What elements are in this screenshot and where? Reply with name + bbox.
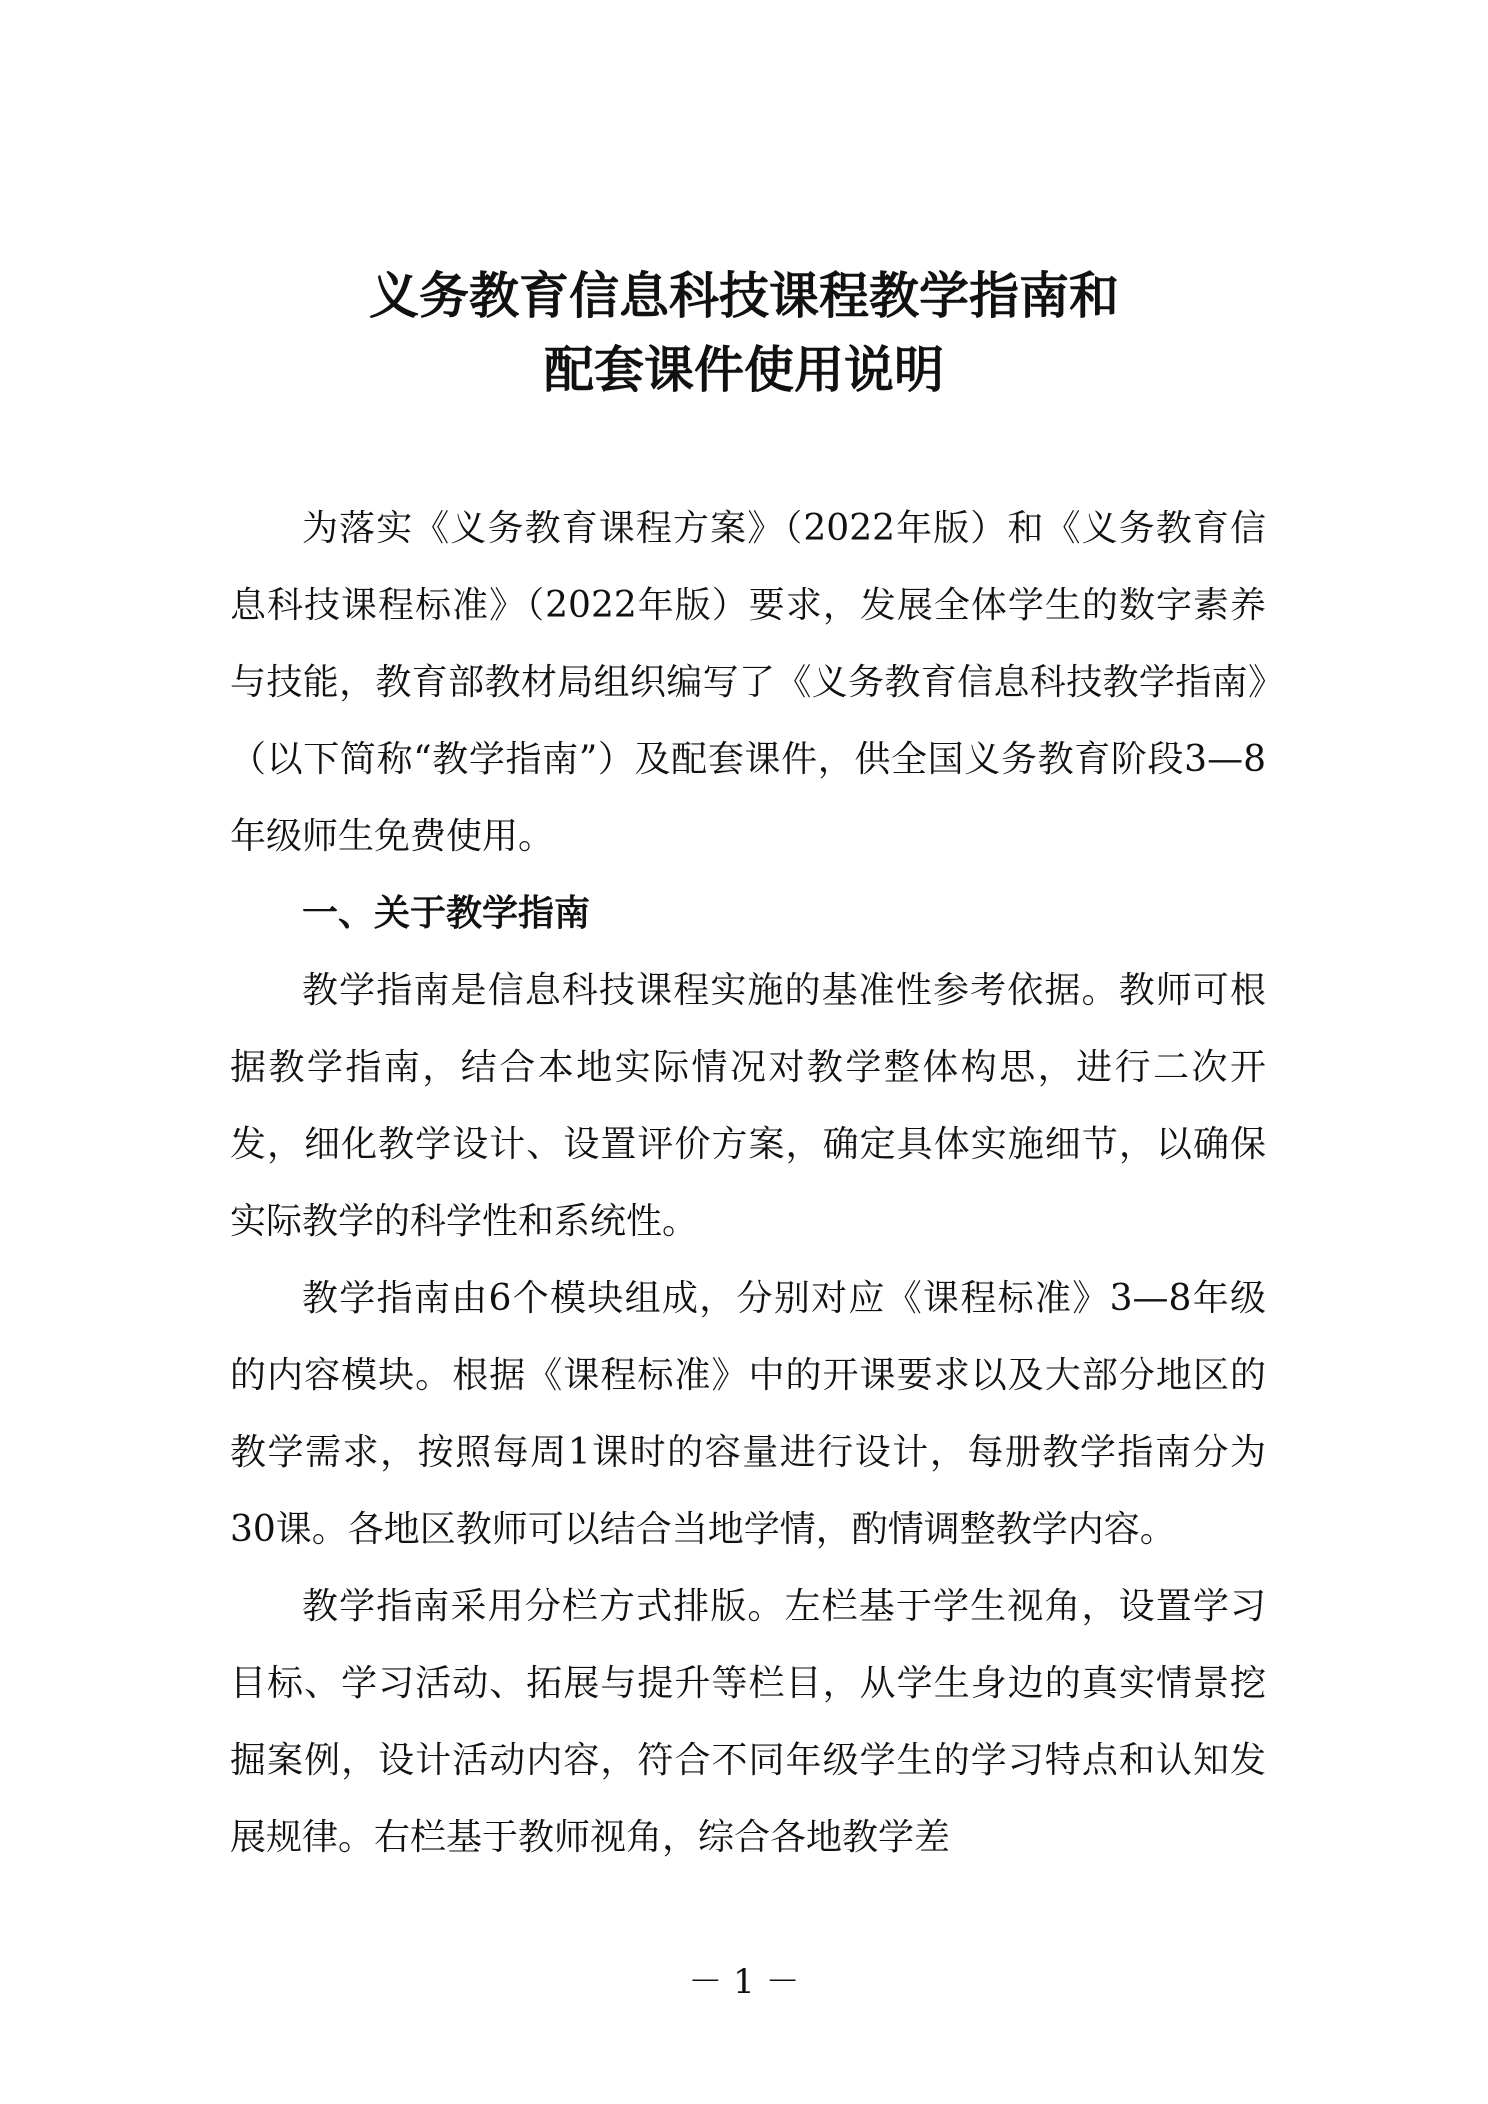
paragraph-guide-modules: 教学指南由6个模块组成，分别对应《课程标准》3—8年级的内容模块。根据《课程标准》中的开课要求以及大部分地区的教学需求，按照每周1课时的容量进行设计，每册教学指南分为30课。各地区教师可以结合当地学情，酌情调整教学内容。 xyxy=(230,1278,1266,1550)
paragraph-guide-layout: 教学指南采用分栏方式排版。左栏基于学生视角，设置学习目标、学习活动、拓展与提升等栏目，从学生身边的真实情景挖掘案例，设计活动内容，符合不同年级学生的学习特点和认知发展规律。右栏基于教师视角，综合各地教学差 xyxy=(230,1586,1266,1858)
section-heading-teaching-guide: 一、关于教学指南 xyxy=(302,893,591,934)
document-title-line-2: 配套课件使用说明 xyxy=(544,341,944,399)
document-title-line-1: 义务教育信息科技课程教学指南和 xyxy=(369,267,1119,325)
paragraph-guide-basis: 教学指南是信息科技课程实施的基准性参考依据。教师可根据教学指南，结合本地实际情况对教学整体构思，进行二次开发，细化教学设计、设置评价方案，确定具体实施细节，以确保实际教学的科学性和系统性。 xyxy=(230,970,1266,1242)
paragraph-intro: 为落实《义务教育课程方案》（2022年版）和《义务教育信息科技课程标准》（2022年版）要求，发展全体学生的数字素养与技能，教育部教材局组织编写了《义务教育信息科技教学指南》（以下简称“教学指南”）及配套课件，供全国义务教育阶段3—8年级师生免费使用。 xyxy=(230,508,1266,857)
page-number: － 1 － xyxy=(688,1962,800,2002)
document-body xyxy=(230,490,1266,1876)
